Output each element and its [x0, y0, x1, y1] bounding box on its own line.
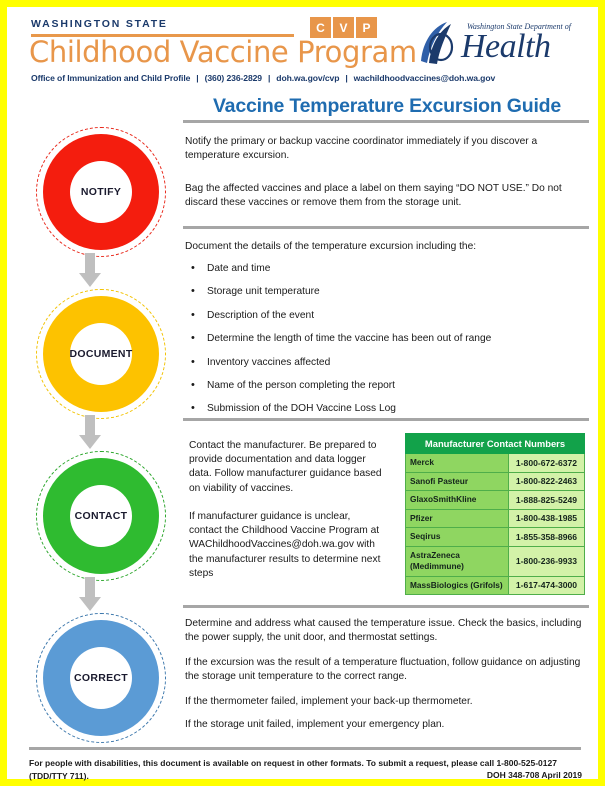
header-email[interactable]: wachildhoodvaccines@doh.wa.gov: [353, 73, 496, 83]
office-name: Office of Immunization and Child Profile: [31, 73, 191, 83]
table-row: [406, 576, 585, 595]
manufacturer-name: Seqirus: [406, 528, 509, 547]
title-divider: [183, 120, 589, 123]
flow-step-label-correct: CORRECT: [73, 672, 128, 684]
list-item: • Storage unit temperature: [185, 285, 583, 299]
list-item: • Name of the person completing the report: [185, 379, 583, 393]
flow-step-label-contact: CONTACT: [74, 510, 128, 522]
cvp-letter-c: C: [310, 17, 331, 38]
manufacturer-phone[interactable]: 1-800-438-1985: [509, 509, 585, 528]
document-page: [7, 7, 598, 779]
table-row: [406, 472, 585, 491]
flow-step-contact: [36, 451, 166, 581]
manufacturer-name: Merck: [406, 454, 509, 473]
manufacturer-name: Sanofi Pasteur: [406, 472, 509, 491]
document-bullet-list: [185, 262, 583, 426]
correct-center: [70, 647, 132, 709]
manufacturer-name: MassBiologics (Grifols): [406, 576, 509, 595]
flow-step-correct: [36, 613, 166, 743]
list-item: • Submission of the DOH Vaccine Loss Log: [185, 402, 583, 416]
page-header: [7, 7, 598, 85]
document-center: [70, 323, 132, 385]
header-phone[interactable]: (360) 236-2829: [204, 73, 262, 83]
correct-paragraph-4: If the storage unit failed, implement your emergency plan.: [185, 719, 445, 730]
arrow-notify-to-document-icon: [79, 253, 101, 287]
list-item: • Inventory vaccines affected: [185, 356, 583, 370]
table-header-title: Manufacturer Contact Numbers: [406, 434, 585, 454]
manufacturer-phone[interactable]: 1-800-822-2463: [509, 472, 585, 491]
doh-department-line: Washington State Department of: [467, 22, 571, 31]
notify-paragraph-2: Bag the affected vaccines and place a label on them saying “DO NOT USE.” Do not discard these vaccines or remove them from the storage unit.: [185, 183, 562, 209]
process-flow-diagram: [25, 127, 180, 742]
washington-state-label: WASHINGTON STATE: [31, 18, 168, 30]
flow-step-label-notify: NOTIFY: [80, 186, 122, 198]
divider-contact-correct: [183, 605, 589, 608]
manufacturer-phone[interactable]: 1-800-672-6372: [509, 454, 585, 473]
document-intro: Document the details of the temperature excursion including the:: [185, 241, 477, 252]
contact-paragraph-1: Contact the manufacturer. Be prepared to provide documentation and data logger data. Follow manufacturer guidance based on viability of vaccines.: [189, 440, 382, 494]
accessibility-notice: For people with disabilities, this document is available on request in other formats. To submit a request, please call 1-800-525-0127 (TDD/TTY 711).: [29, 758, 557, 781]
table-row: [406, 491, 585, 510]
header-contact-line: [31, 73, 495, 83]
manufacturer-name: Pfizer: [406, 509, 509, 528]
doh-logo: [417, 19, 585, 67]
correct-paragraph-1: Determine and address what caused the temperature issue. Check the basics, including the power supply, the unit door, and thermostat settings.: [185, 618, 582, 644]
doh-swoosh-icon: [417, 21, 459, 65]
manufacturer-name: GlaxoSmithKline: [406, 491, 509, 510]
table-row: [406, 454, 585, 473]
header-website[interactable]: doh.wa.gov/cvp: [276, 73, 340, 83]
correct-paragraph-3: If the thermometer failed, implement your back-up thermometer.: [185, 696, 473, 707]
notify-paragraph-1: Notify the primary or backup vaccine coordinator immediately if you discover a temperature excursion.: [185, 136, 538, 162]
separator-3: |: [345, 73, 348, 83]
publication-number: DOH 348-708 April 2019: [486, 770, 582, 780]
arrow-contact-to-correct-icon: [79, 577, 101, 611]
correct-paragraph-2: If the excursion was the result of a temperature fluctuation, follow guidance on adjusting the storage unit temperature to the correct range.: [185, 657, 581, 683]
table-row: [406, 528, 585, 547]
separator-2: |: [267, 73, 271, 83]
separator-1: |: [196, 73, 199, 83]
manufacturer-name: AstraZeneca (Medimmune): [406, 546, 509, 576]
contact-paragraph-2: If manufacturer guidance is unclear, contact the Childhood Vaccine Program at WAChildhoodVaccines@doh.wa.gov with the manufacturer results to determine next steps: [189, 511, 381, 579]
notify-center: [70, 161, 132, 223]
list-item: • Description of the event: [185, 309, 583, 323]
cvp-letter-v: V: [333, 17, 354, 38]
divider-document-contact: [183, 418, 589, 421]
list-item: • Determine the length of time the vaccine has been out of range: [185, 332, 583, 346]
manufacturer-phone[interactable]: 1-888-825-5249: [509, 491, 585, 510]
flow-step-document: [36, 289, 166, 419]
table-header-row: [406, 434, 585, 454]
list-item: • Date and time: [185, 262, 583, 276]
program-title: Childhood Vaccine Program: [29, 35, 417, 69]
contact-center: [70, 485, 132, 547]
doh-health-wordmark: Health: [461, 28, 551, 65]
page-title: Vaccine Temperature Excursion Guide: [212, 95, 562, 117]
divider-notify-document: [183, 226, 589, 229]
footer-divider: [29, 747, 581, 750]
manufacturer-phone[interactable]: 1-800-236-9933: [509, 546, 585, 576]
flow-step-notify: [36, 127, 166, 257]
table-row: [406, 546, 585, 576]
arrow-document-to-contact-icon: [79, 415, 101, 449]
manufacturer-phone[interactable]: 1-855-358-8966: [509, 528, 585, 547]
cvp-letter-p: P: [356, 17, 377, 38]
manufacturer-contact-table: [405, 433, 585, 595]
flow-step-label-document: DOCUMENT: [69, 348, 133, 360]
manufacturer-phone[interactable]: 1-617-474-3000: [509, 576, 585, 595]
table-row: [406, 509, 585, 528]
